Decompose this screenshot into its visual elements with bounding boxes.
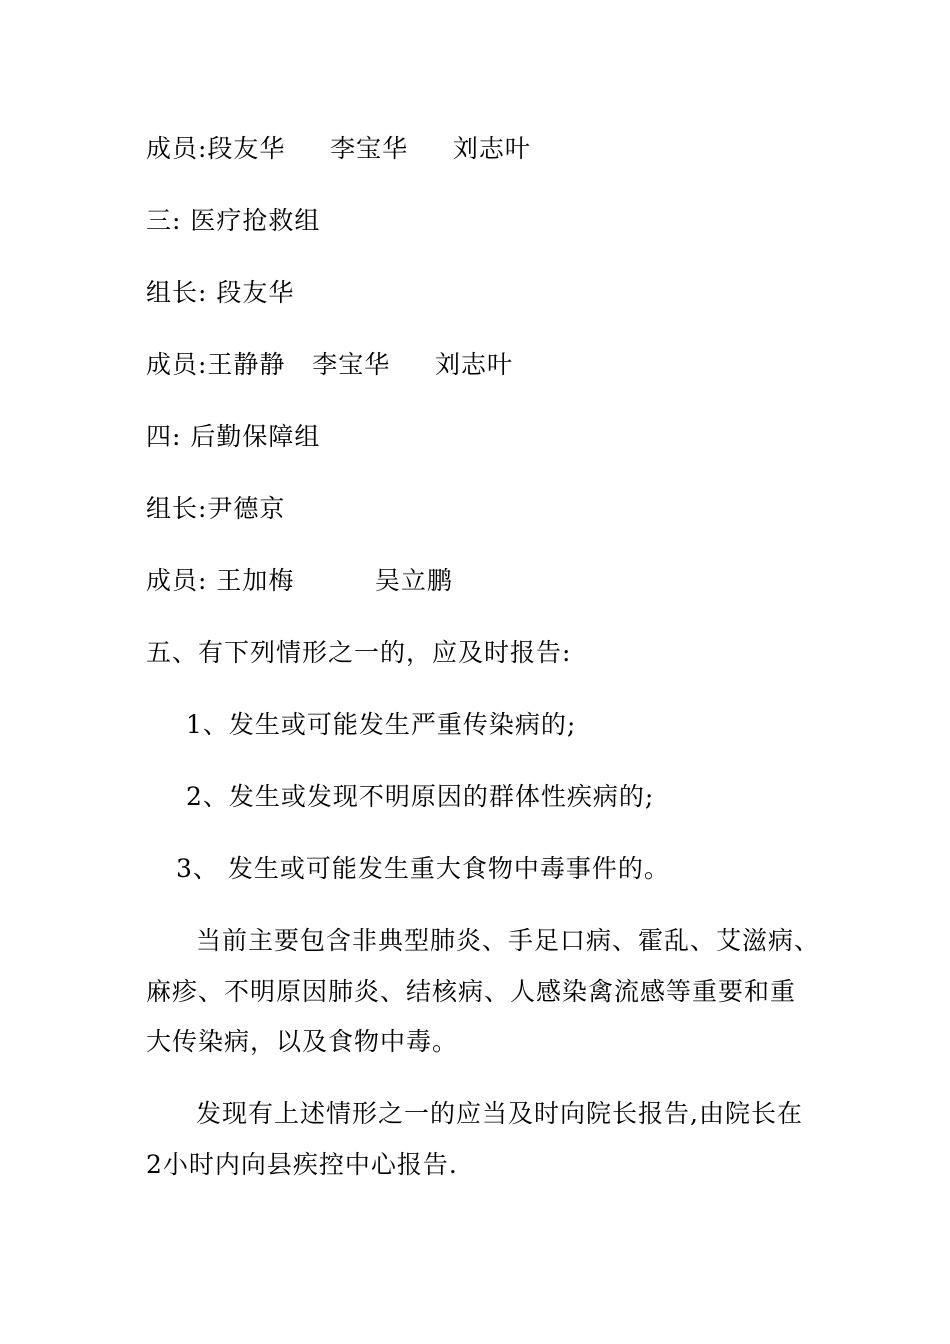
section-heading-medical: 三: 医疗抢救组	[146, 206, 321, 235]
list-item: 1、发生或可能发生严重传染病的;	[186, 710, 577, 739]
list-item: 3、 发生或可能发生重大食物中毒事件的。	[176, 854, 670, 883]
paragraph-line: 2小时内向县疾控中心报告.	[146, 1150, 458, 1179]
paragraph-line: 大传染病，以及食物中毒。	[146, 1027, 459, 1056]
section-heading-logistics: 四: 后勤保障组	[146, 422, 321, 451]
paragraph-line: 当前主要包含非典型肺炎、手足口病、霍乱、艾滋病、	[196, 926, 821, 955]
group-members-line: 成员: 王加梅 吴立鹏	[146, 566, 453, 595]
section-heading-reporting: 五、有下列情形之一的，应及时报告:	[146, 638, 572, 667]
group-members-line: 成员:王静静 李宝华 刘志叶	[146, 350, 513, 379]
group-leader-line: 组长: 段友华	[146, 278, 295, 307]
paragraph-line: 麻疹、不明原因肺炎、结核病、人感染禽流感等重要和重	[146, 977, 797, 1006]
group-leader-line: 组长:尹德京	[146, 494, 286, 523]
paragraph-line: 发现有上述情形之一的应当及时向院长报告,由院长在	[196, 1099, 803, 1128]
group-members-line: 成员:段友华 李宝华 刘志叶	[146, 134, 531, 163]
list-item: 2、发生或发现不明原因的群体性疾病的;	[186, 782, 655, 811]
